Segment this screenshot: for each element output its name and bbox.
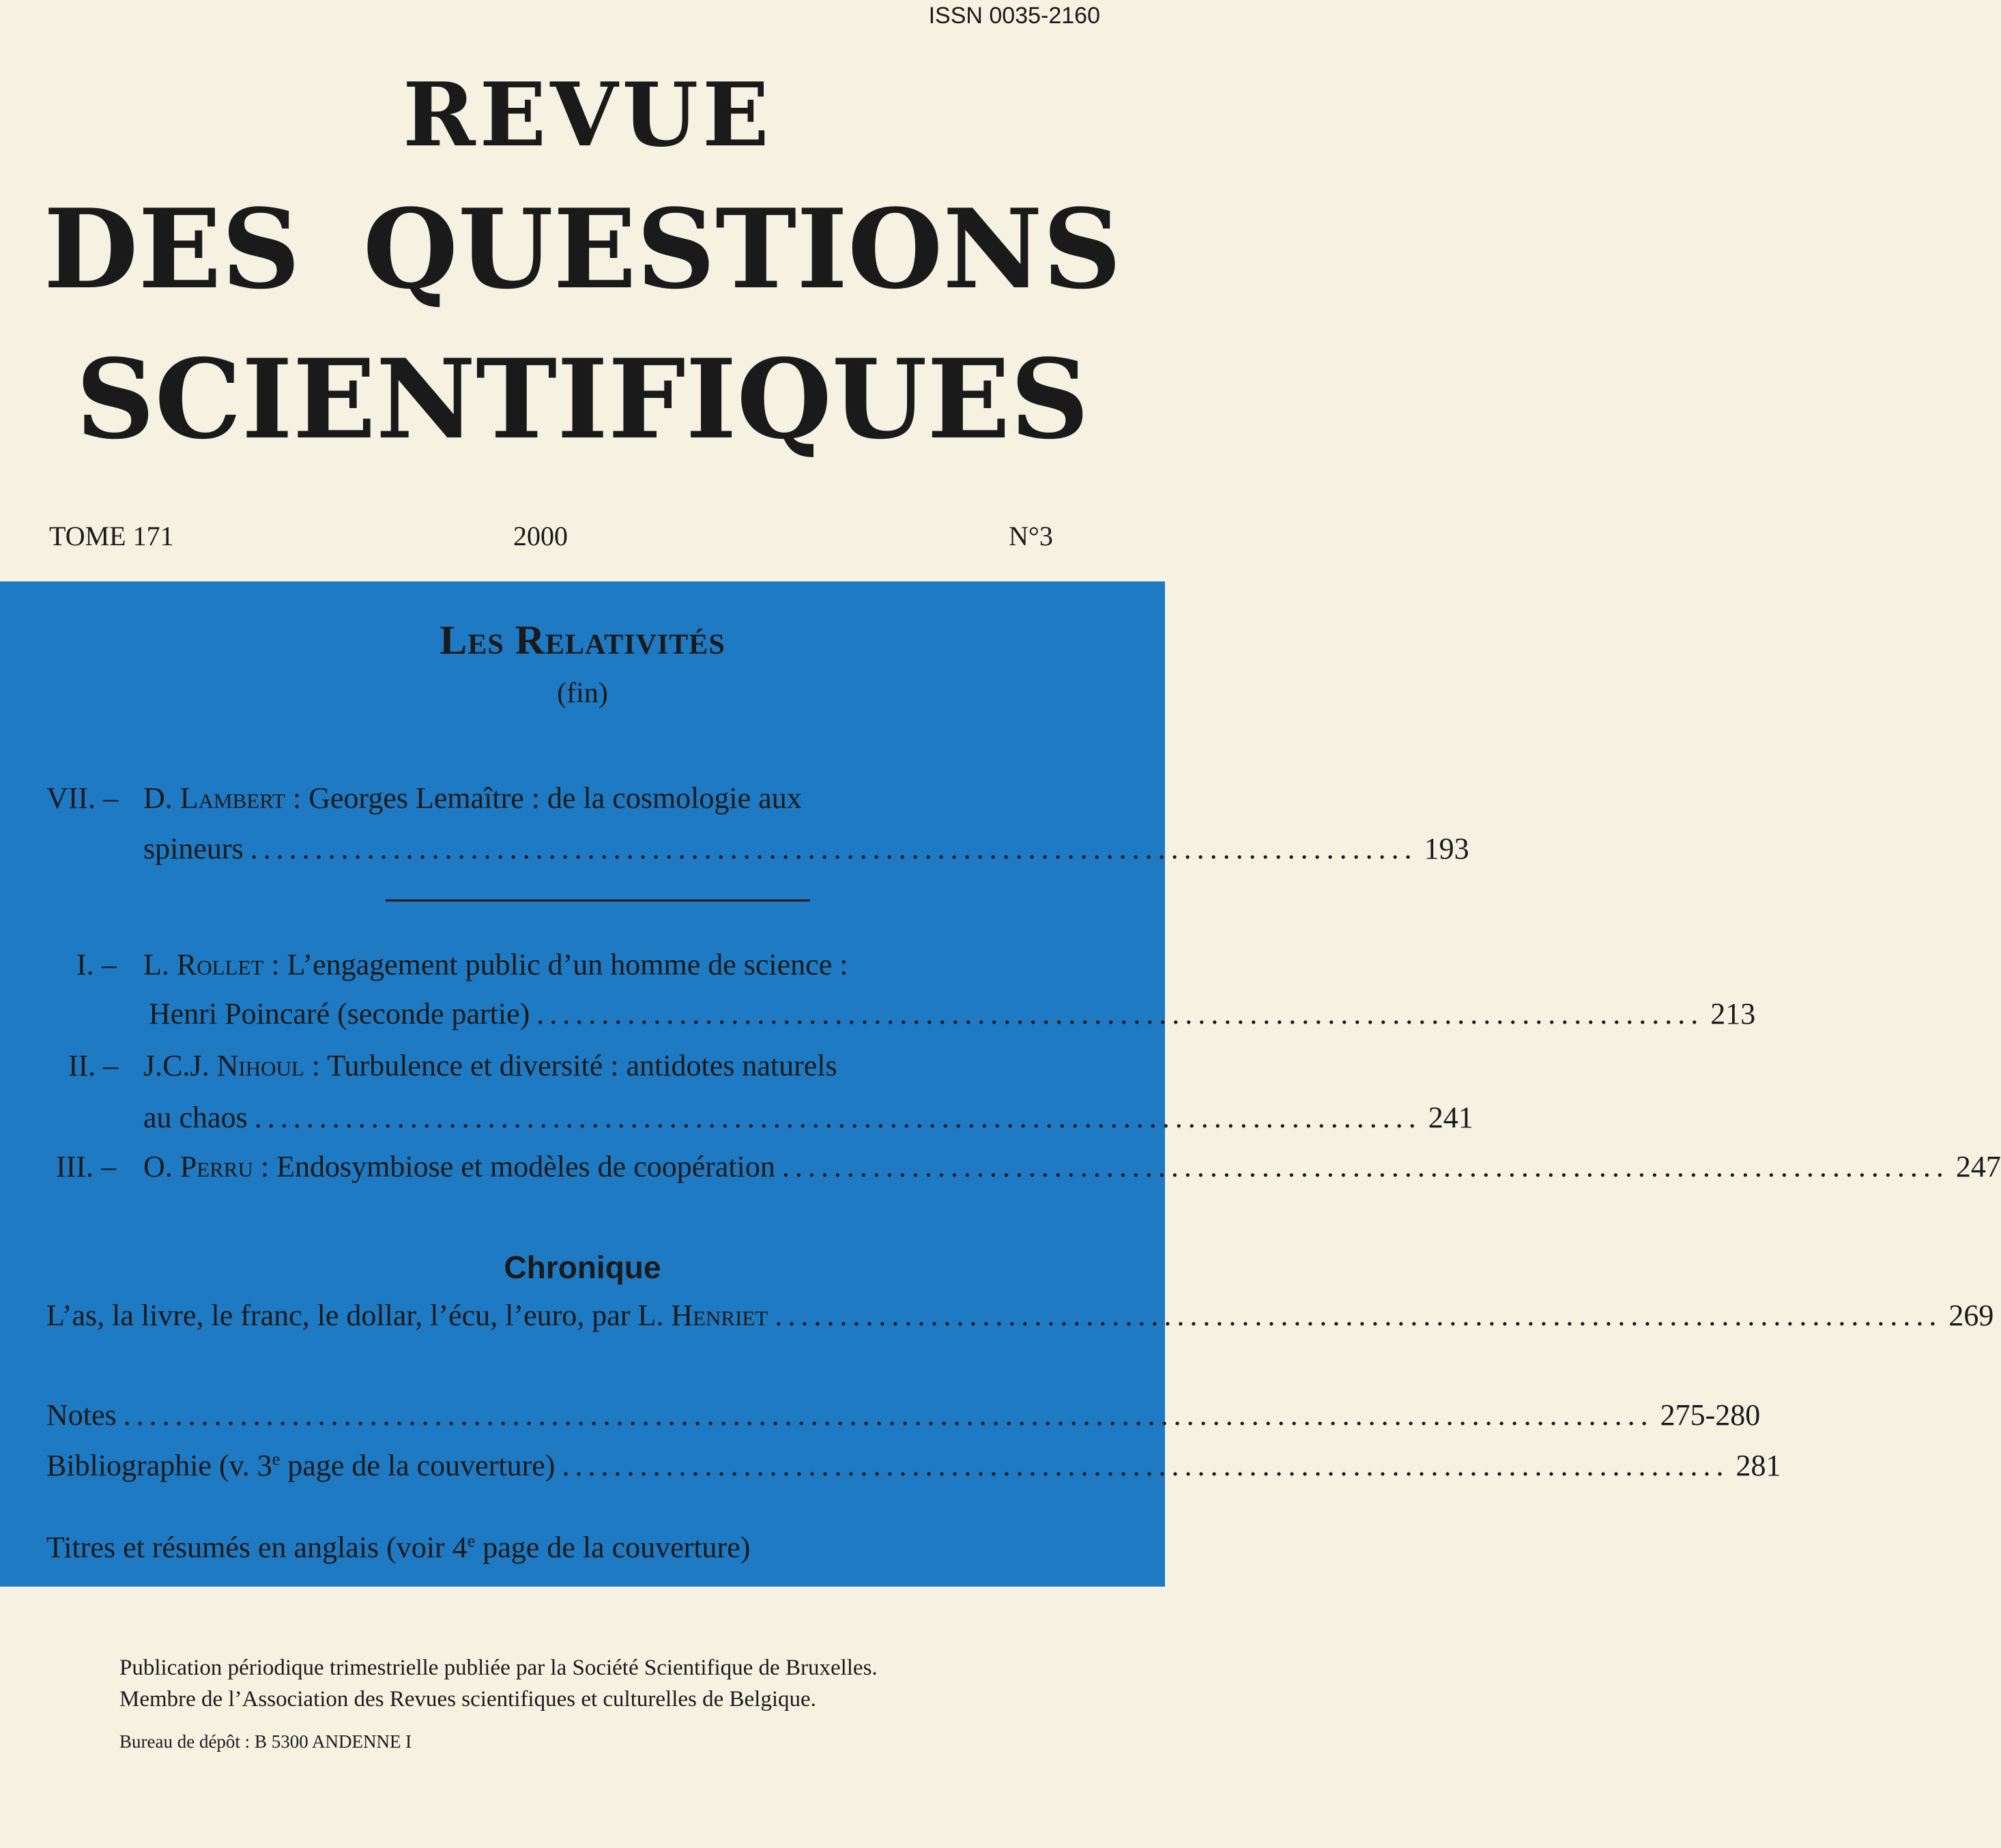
leader-dots: .......................................................................................... (536, 997, 1704, 1030)
section-divider (386, 899, 810, 901)
superscript: e (467, 1531, 476, 1551)
page-number: 193 (1424, 832, 1469, 865)
title-scientifiques: SCIENTIFIQUES (76, 335, 1089, 463)
depot-note: Bureau de dépôt : B 5300 ANDENNE I (119, 1731, 412, 1752)
article-numeral: I. – (76, 948, 117, 981)
chronique-text-wrap (46, 1298, 768, 1333)
chronique-text: L’as, la livre, le franc, le dollar, l’écu, l’euro, par L. (46, 1299, 672, 1332)
leader-dots: .......................................................................................... (562, 1449, 1729, 1482)
tome-number: TOME 171 (49, 521, 174, 551)
article-title: : Endosymbiose et modèles de coopération (253, 1150, 775, 1183)
article-heading[interactable] (143, 781, 802, 815)
titles-text-a: Titres et résumés en anglais (voir 4 (46, 1531, 467, 1564)
leader-dots: .......................................................................................... (775, 1299, 1942, 1332)
article-author: O. Perru (143, 1150, 253, 1183)
page-number: 275-280 (1660, 1398, 1761, 1432)
leader-dots: ...................................................................................................................... (123, 1398, 1654, 1432)
titles-text-b: page de la couverture) (475, 1531, 751, 1564)
article-numeral: III. – (56, 1150, 116, 1183)
article-continuation[interactable] (149, 996, 1756, 1031)
chronique-author: Henriet (671, 1299, 768, 1332)
theme-title: Les Relativités (440, 618, 725, 663)
article-title-continued: spineurs (143, 832, 244, 865)
bibliographie-entry[interactable] (46, 1448, 1781, 1483)
issn: ISSN 0035-2160 (928, 3, 1100, 29)
article-continuation[interactable] (143, 1100, 1473, 1135)
article-author: D. Lambert (143, 781, 285, 815)
theme-subtitle: (fin) (557, 678, 608, 709)
notes-entry[interactable] (46, 1398, 1761, 1432)
leader-dots: .......................................................................................... (781, 1150, 1949, 1183)
article-numeral: II. – (68, 1049, 119, 1082)
article-title: : Georges Lemaître : de la cosmologie aux (285, 781, 802, 815)
contents-panel (0, 581, 1165, 1587)
leader-dots: .......................................................................................... (254, 1101, 1422, 1134)
superscript: e (272, 1449, 280, 1469)
bibliographie-text (46, 1448, 555, 1483)
article-heading[interactable] (143, 1149, 2001, 1184)
publication-note: Publication périodique trimestrielle publiée par la Société Scientifique de Bruxelles. (119, 1656, 878, 1680)
page-number: 269 (1948, 1299, 1994, 1332)
article-title: : Turbulence et diversité : antidotes naturels (304, 1049, 837, 1082)
article-title: : L’engagement public d’un homme de science : (263, 948, 848, 981)
issue-number: N°3 (1009, 521, 1053, 551)
article-author: J.C.J. Nihoul (143, 1049, 304, 1082)
bibliographie-label-a: Bibliographie (v. 3 (46, 1449, 272, 1482)
membership-note: Membre de l’Association des Revues scientifiques et culturelles de Belgique. (119, 1687, 816, 1712)
title-des-questions: DES QUESTIONS (43, 185, 1122, 313)
article-title-continued: Henri Poincaré (seconde partie) (149, 997, 530, 1030)
issue-year: 2000 (513, 521, 568, 551)
english-abstracts-note (46, 1530, 750, 1565)
page-number: 247 (1955, 1150, 2001, 1183)
article-heading[interactable] (143, 1048, 837, 1083)
chronique-entry[interactable] (46, 1298, 1994, 1333)
article-continuation[interactable] (143, 831, 1469, 866)
notes-label: Notes (46, 1398, 117, 1432)
article-author: L. Rollet (143, 948, 264, 981)
page-number: 281 (1736, 1449, 1781, 1482)
bibliographie-label-b: page de la couverture) (280, 1449, 556, 1482)
chronique-heading: Chronique (504, 1250, 661, 1285)
leader-dots: .......................................................................................... (250, 832, 1417, 865)
title-revue: REVUE (403, 64, 773, 167)
article-numeral: VII. – (46, 781, 119, 815)
article-heading[interactable] (143, 947, 848, 982)
page-number: 213 (1710, 997, 1756, 1030)
page-number: 241 (1428, 1101, 1473, 1134)
article-heading-text (143, 1149, 775, 1184)
article-title-continued: au chaos (143, 1101, 248, 1134)
